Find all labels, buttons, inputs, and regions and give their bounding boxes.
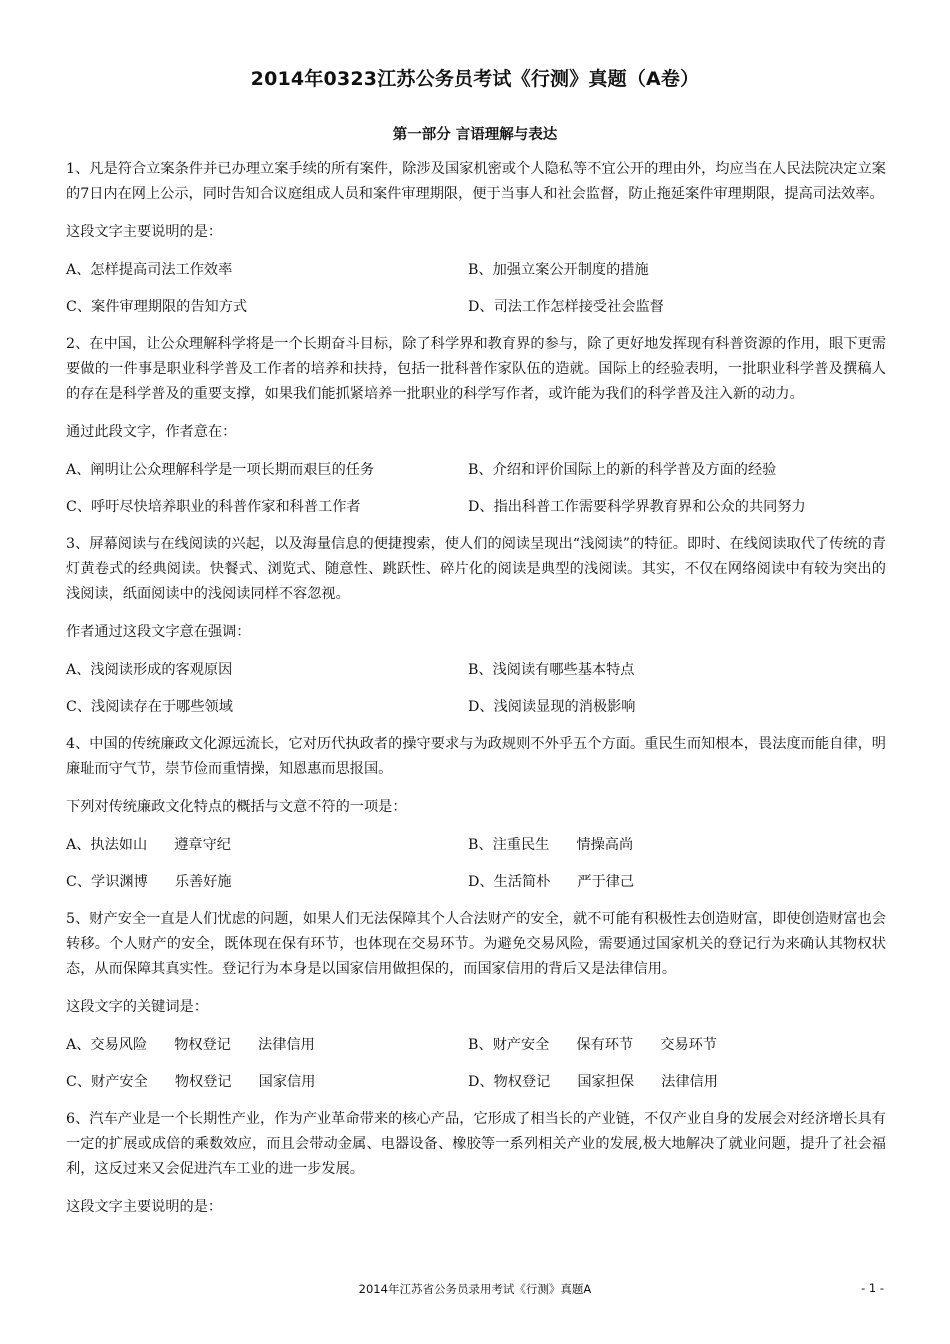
option-a: A、执法如山 遵章守纪	[66, 837, 231, 853]
option-a: A、浅阅读形成的客观原因	[66, 662, 233, 678]
document-body	[66, 157, 886, 1220]
option-list	[66, 1033, 886, 1107]
question-text: 6、汽车产业是一个长期性产业，作为产业革命带来的核心产品，它形成了相当长的产业链，不仅产业自身的发展会对经济增长具有一定的扩展或成倍的乘数效应，而且会带动金属、电器设备、橡胶等一系列相关产业的发展,极大地解决了就业问题，提升了社会福利，这反过来又会促进汽车工业的进一步发展。	[66, 1111, 886, 1177]
page-title: 2014年0323江苏公务员考试《行测》真题（A卷）	[250, 68, 700, 90]
page-number: - 1 -	[861, 1281, 884, 1295]
option-b: B、加强立案公开制度的措施	[468, 262, 649, 278]
option-c: C、案件审理期限的告知方式	[66, 299, 248, 315]
option-c: C、学识渊博 乐善好施	[66, 874, 232, 890]
question-text: 3、屏幕阅读与在线阅读的兴起，以及海量信息的便捷搜索，使人们的阅读呈现出“浅阅读”的特征。即时、在线阅读取代了传统的青灯黄卷式的经典阅读。快餐式、浏览式、随意性、跳跃性、碎片化的阅读是典型的浅阅读。其实，不仅在网络阅读中有较为突出的浅阅读，纸面阅读中的浅阅读同样不容忽视。	[66, 536, 886, 602]
question-4	[66, 732, 886, 907]
question-text: 1、凡是符合立案条件并已办理立案手续的所有案件，除涉及国家机密或个人隐私等不宜公开的理由外，均应当在人民法院决定立案的7日内在网上公示，同时告知合议庭组成人员和案件审理期限，便于当事人和社会监督，防止拖延案件审理期限，提高司法效率。	[66, 161, 886, 202]
option-b: B、注重民生 情操高尚	[468, 837, 634, 853]
option-d: D、司法工作怎样接受社会监督	[468, 299, 664, 315]
question-6	[66, 1107, 886, 1220]
question-3	[66, 532, 886, 732]
question-prompt: 这段文字主要说明的是：	[66, 224, 223, 240]
question-prompt: 这段文字主要说明的是：	[66, 1199, 223, 1215]
option-b: B、介绍和评价国际上的新的科学普及方面的经验	[468, 462, 777, 478]
question-prompt: 作者通过这段文字意在强调：	[66, 624, 251, 640]
question-text: 2、在中国，让公众理解科学将是一个长期奋斗目标，除了科学界和教育界的参与，除了更好地发挥现有科普资源的作用，眼下更需要做的一件事是职业科学普及工作者的培养和扶持，包括一批科普作家队伍的造就。国际上的经验表明，一批职业科学普及撰稿人的存在是科学普及的重要支撑，如果我们能抓紧培养一批职业的科学写作者，或许能为我们的科学普及注入新的动力。	[66, 336, 886, 402]
option-c: C、浅阅读存在于哪些领域	[66, 699, 233, 715]
question-prompt: 下列对传统廉政文化特点的概括与文意不符的一项是：	[66, 799, 407, 815]
question-text: 4、中国的传统廉政文化源远流长，它对历代执政者的操守要求与为政规则不外乎五个方面。重民生而知根本，畏法度而能自律，明廉耻而守气节，崇节俭而重情操，知恩惠而思报国。	[66, 736, 886, 777]
option-list	[66, 258, 886, 332]
option-c: C、财产安全 物权登记 国家信用	[66, 1074, 316, 1090]
question-text: 5、财产安全一直是人们忧虑的问题，如果人们无法保障其个人合法财产的安全，就不可能有积极性去创造财富，即使创造财富也会转移。个人财产的安全，既体现在保有环节，也体现在交易环节。为避免交易风险，需要通过国家机关的登记行为来确认其物权状态，从而保障其真实性。登记行为本身是以国家信用做担保的，而国家信用的背后又是法律信用。	[66, 911, 886, 977]
question-2	[66, 332, 886, 532]
option-d: D、生活简朴 严于律己	[468, 874, 635, 890]
option-b: B、财产安全 保有环节 交易环节	[468, 1037, 717, 1053]
option-d: D、浅阅读显现的消极影响	[468, 699, 636, 715]
footer-title: 2014年江苏省公务员录用考试《行测》真题A	[358, 1282, 592, 1296]
question-5	[66, 907, 886, 1107]
option-b: B、浅阅读有哪些基本特点	[468, 662, 635, 678]
option-list	[66, 658, 886, 732]
question-prompt: 这段文字的关键词是：	[66, 999, 208, 1015]
option-c: C、呼吁尽快培养职业的科普作家和科普工作者	[66, 499, 361, 515]
option-a: A、怎样提高司法工作效率	[66, 262, 233, 278]
question-prompt: 通过此段文字，作者意在：	[66, 424, 237, 440]
option-list	[66, 833, 886, 907]
page-footer	[0, 1281, 950, 1301]
option-list	[66, 458, 886, 532]
option-d: D、物权登记 国家担保 法律信用	[468, 1074, 718, 1090]
option-a: A、交易风险 物权登记 法律信用	[66, 1037, 315, 1053]
option-a: A、阐明让公众理解科学是一项长期而艰巨的任务	[66, 462, 375, 478]
option-d: D、指出科普工作需要科学界教育界和公众的共同努力	[468, 499, 806, 515]
question-1	[66, 157, 886, 332]
section-heading: 第一部分 言语理解与表达	[392, 127, 558, 143]
